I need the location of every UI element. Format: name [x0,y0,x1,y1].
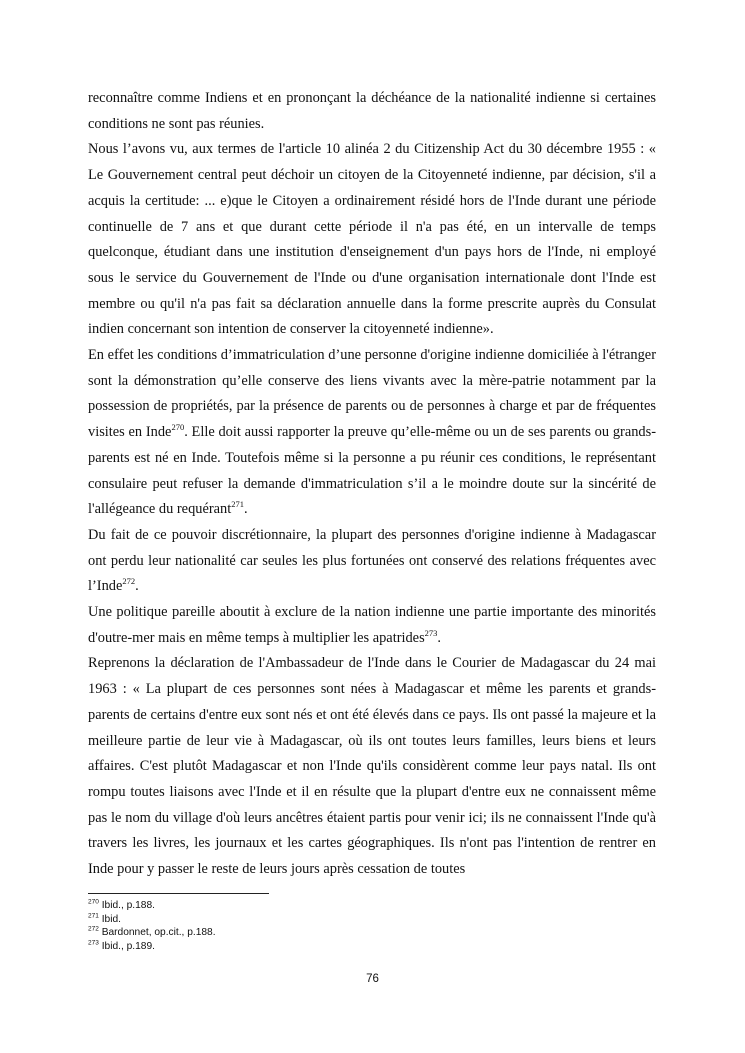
paragraph-4: Du fait de ce pouvoir discrétionnaire, la plupart des personnes d'origine indienne à Madagascar ont perdu leur nationalité car seules les plus fortunées ont conservé des relations fréquentes avec l’Inde$^{272}$. [88,526,656,595]
footnotes [88,899,656,953]
footnote-270: $^{270}$ Ibid., p.188. [88,898,155,911]
footnote-ref-272[interactable]: 272 [122,576,136,587]
footnote-273: $^{273}$ Ibid., p.189. [88,939,155,952]
body-text [88,86,656,883]
footnote-ref-273[interactable]: 273 [424,627,438,638]
footnote-272: $^{272}$ Bardonnet, op.cit., p.188. [88,925,216,939]
paragraph-3: En effet les conditions d’immatriculation d’une personne d'origine indienne domiciliée à l'étranger sont la démonstration qu’elle conserve des liens vivants avec la mère-patrie notamment par la possession de propriétés, par la présence de parents ou de personnes à charge et par de fréquentes visites en Inde$^{270}$. Elle doit aussi rapporter la preuve qu’elle-même ou un de ses parents ou grands-parents est né en Inde. Toutefois même si la personne a pu réunir ces conditions, le représentant consulaire peut refuser la demande d'immatriculation s’il a le moindre doute sur la sincérité de l'allégeance du requérant$^{271}$. [88,347,656,518]
page-number: 76 [366,973,379,985]
footnote-ref-271[interactable]: 271 [231,499,244,510]
paragraph-5: Une politique pareille aboutit à exclure de la nation indienne une partie importante des minorités d'outre-mer mais en même temps à multiplier les apatrides$^{273}$. [88,604,656,646]
paragraph-6: Reprenons la déclaration de l'Ambassadeur de l'Inde dans le Courier de Madagascar du 24 mai 1963 : « La plupart de ces personnes sont nées à Madagascar et même les parents et grands-parents de certains d'entre eux sont nés et ont été élevés dans ce pays. Ils ont passé la majeure et la meilleure partie de leur vie à Madagascar, où ils ont toutes leurs familles, leurs biens et leurs affaires. C'est plutôt Madagascar et non l'Inde qu'ils considèrent comme leur pays natal. Ils ont rompu toutes liaisons avec l'Inde et il en résulte que la plupart d'entre eux ne connaissent même pas le nom du village d'où leurs ancêtres étaient partis pour venir ici; ils ne connaissent l'Inde qu'à travers les livres, les journaux et les cartes géographiques. Ils n'ont pas l'intention de rentrer en Inde pour y passer le reste de leurs jours après cessation de toutes [88,655,656,878]
footnote-separator [88,893,269,894]
paragraph-1: reconnaître comme Indiens et en prononçant la déchéance de la nationalité indienne si certaines conditions ne sont pas réunies. [88,90,656,132]
footnote-271: $^{271}$ Ibid. [88,912,121,925]
footnote-ref-270[interactable]: 270 [171,422,185,433]
paragraph-2: Nous l’avons vu, aux termes de l'article 10 alinéa 2 du Citizenship Act du 30 décembre 1955 : « Le Gouvernement central peut déchoir un citoyen de la Citoyenneté indienne, par décision, s'il a acquis la certitude: ... e)que le Citoyen a ordinairement résidé hors de l'Inde durant une période continuelle de 7 ans et que durant cette période il n'a pas été, en un intervalle de temps quelconque, étudiant dans une institution d'enseignement d'un pays hors de l'Inde, ni employé sous le service du Gouvernement de l'Inde ou d'une organisation internationale dont l'Inde est membre ou qu'il n'a pas fait sa déclaration annuelle dans la forme prescrite auprès du Consulat indien concernant son intention de conserver la citoyenneté indienne». [88,141,656,338]
